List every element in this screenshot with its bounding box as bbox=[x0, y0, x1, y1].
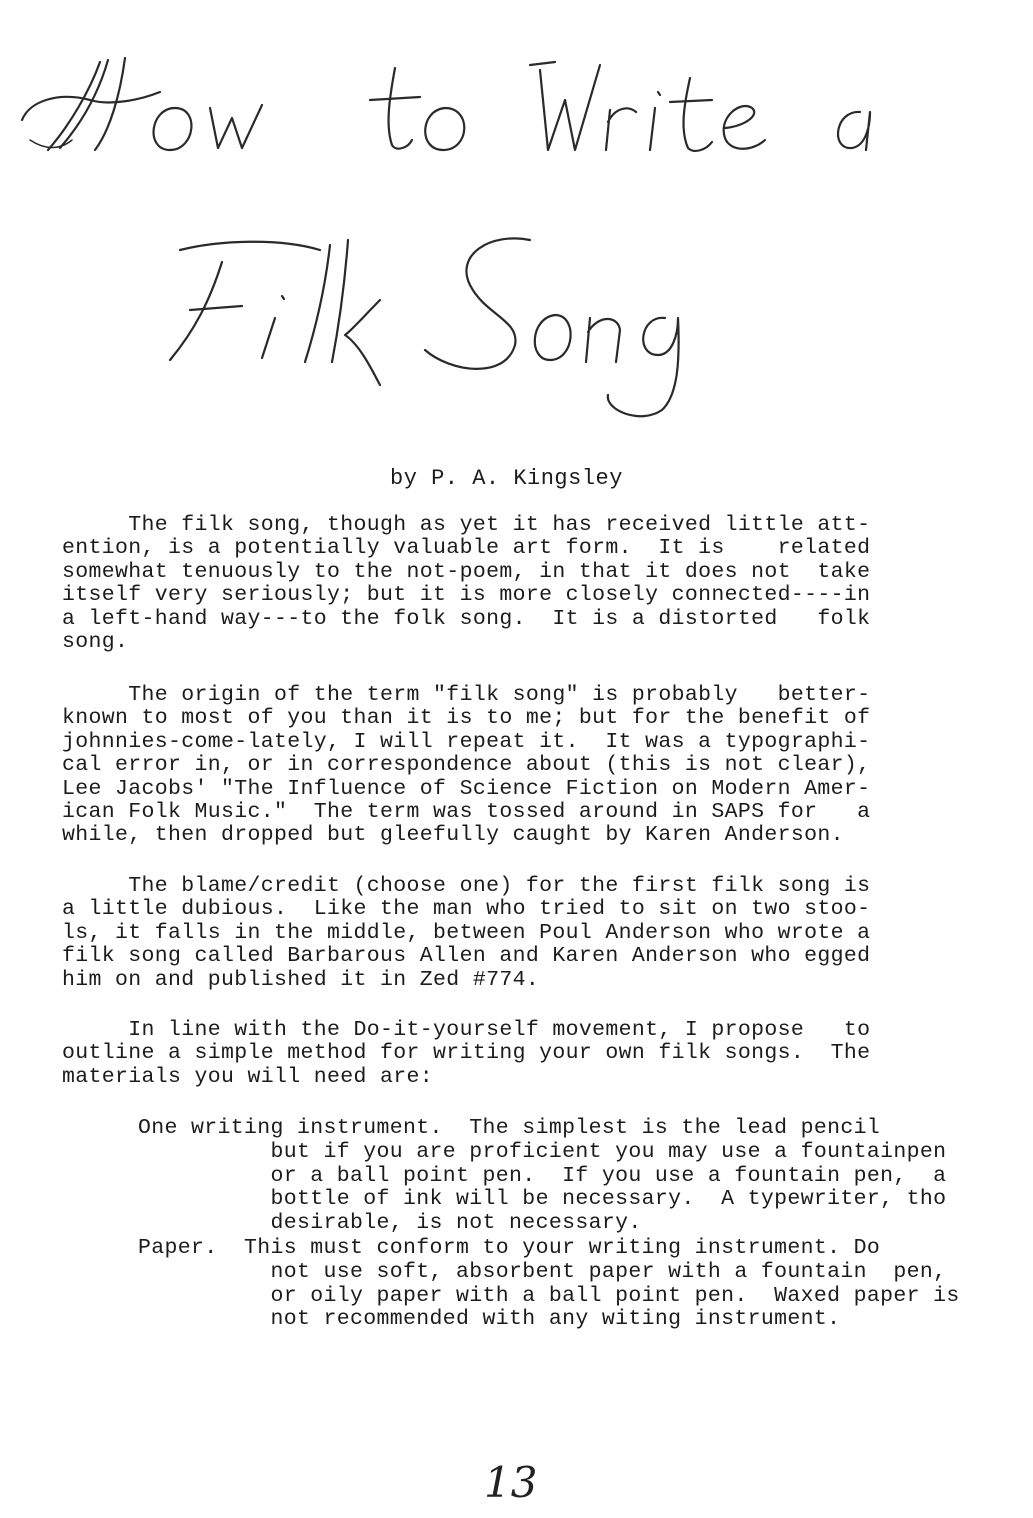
paragraph-2: The origin of the term "filk song" is probably better- known to most of you than it is to me; but for the benefit of johnnies-come-lately, I will repeat it. It was a typographi- cal error in, or in correspondence about (this is not clear), Lee Jacobs' "The Influence of Science Fiction on Modern Amer- ican Folk Music." The term was tossed around in SAPS for a while, then dropped but gleefully caught by Karen Anderson. bbox=[62, 683, 871, 848]
paragraph-3: The blame/credit (choose one) for the first filk song is a little dubious. Like the man who tried to sit on two stoo- ls, it falls in the middle, between Poul Anderson who wrote a filk song called Barbarous Allen and Karen Anderson who egged him on and published it in Zed #774. bbox=[62, 874, 871, 992]
material-item-writing-instrument: One writing instrument. The simplest is the lead pencil but if you are proficient you may use a fountainpen or a ball point pen. If you use a fountain pen, a bottle of ink will be necessary. A typewriter, tho desirable, is not necessary. bbox=[138, 1116, 947, 1236]
title-script-drawing bbox=[0, 0, 1033, 440]
material-item-paper: Paper. This must conform to your writing instrument. Do not use soft, absorbent paper with a fountain pen, or oily paper with a ball point pen. Waxed paper is not recommended with any witing instrument. bbox=[138, 1236, 960, 1332]
paragraph-1: The filk song, though as yet it has received little att- ention, is a potentially valuable art form. It is related somewhat tenuously to the not-poem, in that it does not take itself very seriously; but it is more closely connected----in a left-hand way---to the folk song. It is a distorted folk song. bbox=[62, 513, 871, 655]
byline: by P. A. Kingsley bbox=[390, 466, 623, 491]
handwritten-title bbox=[0, 0, 1033, 440]
page-number: 13 bbox=[484, 1458, 538, 1507]
paragraph-4: In line with the Do-it-yourself movement, I propose to outline a simple method for writing your own filk songs. The materials you will need are: bbox=[62, 1018, 871, 1089]
